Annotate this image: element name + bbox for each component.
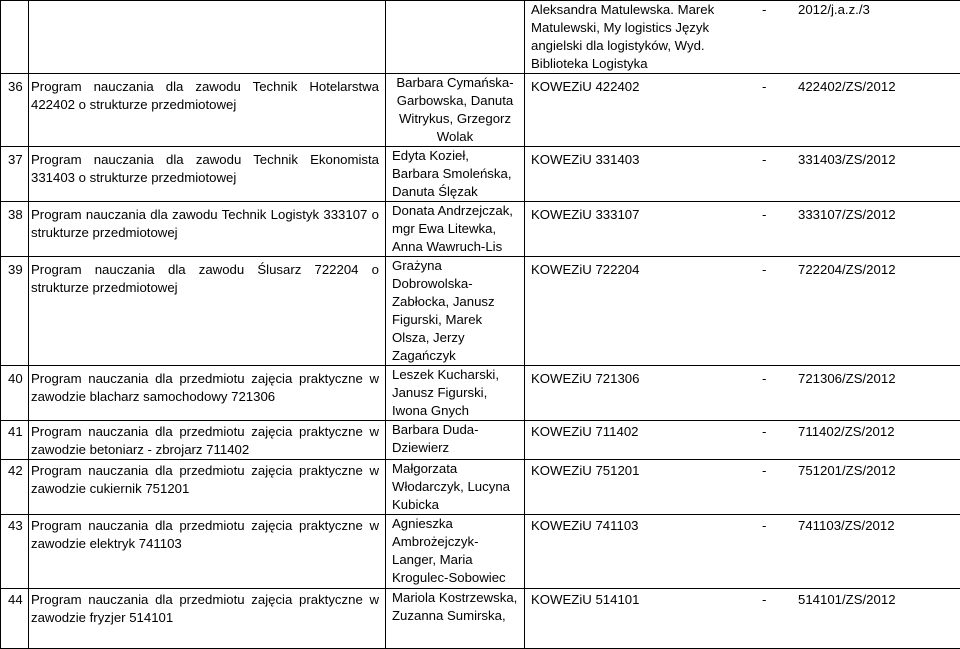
program-name: Program nauczania dla przedmiotu zajęcia praktyczne w zawodzie cukiernik 751201 — [29, 460, 386, 515]
program-code: KOWEZiU 331403 - 331403/ZS/2012 — [525, 147, 960, 202]
code-cell — [525, 1, 960, 74]
table-row — [1, 515, 960, 589]
program-name: Program nauczania dla przedmiotu zajęcia praktyczne w zawodzie blacharz samochodowy 721306 — [29, 366, 386, 421]
row-number: 36 — [1, 74, 29, 147]
row-number: 43 — [1, 515, 29, 589]
program-code: KOWEZiU 711402 - 711402/ZS/2012 — [525, 421, 960, 460]
table-row-continuation — [1, 1, 960, 74]
authors-cell — [386, 1, 525, 74]
program-authors: Barbara Duda-Dziewierz — [386, 421, 525, 460]
program-name: Program nauczania dla przedmiotu zajęcia praktyczne w zawodzie elektryk 741103 — [29, 515, 386, 589]
program-authors: Małgorzata Włodarczyk, Lucyna Kubicka — [386, 460, 525, 515]
program-code: KOWEZiU 722204 - 722204/ZS/2012 — [525, 257, 960, 366]
program-authors: Grażyna Dobrowolska-Zabłocka, Janusz Figurski, Marek Olsza, Jerzy Zagańczyk — [386, 257, 525, 366]
program-name: Program nauczania dla przedmiotu zajęcia praktyczne w zawodzie fryzjer 514101 — [29, 589, 386, 649]
table-row — [1, 421, 960, 460]
row-number: 44 — [1, 589, 29, 649]
program-code: KOWEZiU 422402 - 422402/ZS/2012 — [525, 74, 960, 147]
program-code: KOWEZiU 721306 - 721306/ZS/2012 — [525, 366, 960, 421]
code-dash: - — [756, 1, 780, 73]
program-authors: Edyta Kozieł, Barbara Smoleńska, Danuta Ślęzak — [386, 147, 525, 202]
program-code: KOWEZiU 741103 - 741103/ZS/2012 — [525, 515, 960, 589]
program-authors: Donata Andrzejczak, mgr Ewa Litewka, Anna Wawruch-Lis — [386, 202, 525, 257]
table-row — [1, 589, 960, 649]
table-row — [1, 257, 960, 366]
program-name: Program nauczania dla przedmiotu zajęcia praktyczne w zawodzie betoniarz - zbrojarz 711402 — [29, 421, 386, 460]
row-number: 40 — [1, 366, 29, 421]
row-number: 39 — [1, 257, 29, 366]
row-number: 41 — [1, 421, 29, 460]
program-name: Program nauczania dla zawodu Technik Hotelarstwa 422402 o strukturze przedmiotowej — [29, 74, 386, 147]
row-number: 38 — [1, 202, 29, 257]
table-row — [1, 147, 960, 202]
program-authors: Barbara Cymańska-Garbowska, Danuta Witrykus, Grzegorz Wolak — [386, 74, 525, 147]
program-name: Program nauczania dla zawodu Technik Ekonomista 331403 o strukturze przedmiotowej — [29, 147, 386, 202]
num-cell — [1, 1, 29, 74]
program-code: KOWEZiU 514101 - 514101/ZS/2012 — [525, 589, 960, 649]
program-authors: Mariola Kostrzewska, Zuzanna Sumirska, — [386, 589, 525, 649]
program-authors: Leszek Kucharski, Janusz Figurski, Iwona Gnych — [386, 366, 525, 421]
program-code: KOWEZiU 333107 - 333107/ZS/2012 — [525, 202, 960, 257]
program-code: KOWEZiU 751201 - 751201/ZS/2012 — [525, 460, 960, 515]
program-name: Program nauczania dla zawodu Ślusarz 722204 o strukturze przedmiotowej — [29, 257, 386, 366]
code-number: 2012/j.a.z./3 — [780, 1, 960, 73]
table-row — [1, 460, 960, 515]
table-row — [1, 366, 960, 421]
code-text: Aleksandra Matulewska. Marek Matulewski, My logistics Język angielski dla logistyków, Wyd. Biblioteka Logistyka — [531, 1, 756, 73]
program-name: Program nauczania dla zawodu Technik Logistyk 333107 o strukturze przedmiotowej — [29, 202, 386, 257]
row-number: 37 — [1, 147, 29, 202]
table-row — [1, 202, 960, 257]
row-number: 42 — [1, 460, 29, 515]
program-authors: Agnieszka Ambrożejczyk-Langer, Maria Krogulec-Sobowiec — [386, 515, 525, 589]
table-row — [1, 74, 960, 147]
name-cell — [29, 1, 386, 74]
